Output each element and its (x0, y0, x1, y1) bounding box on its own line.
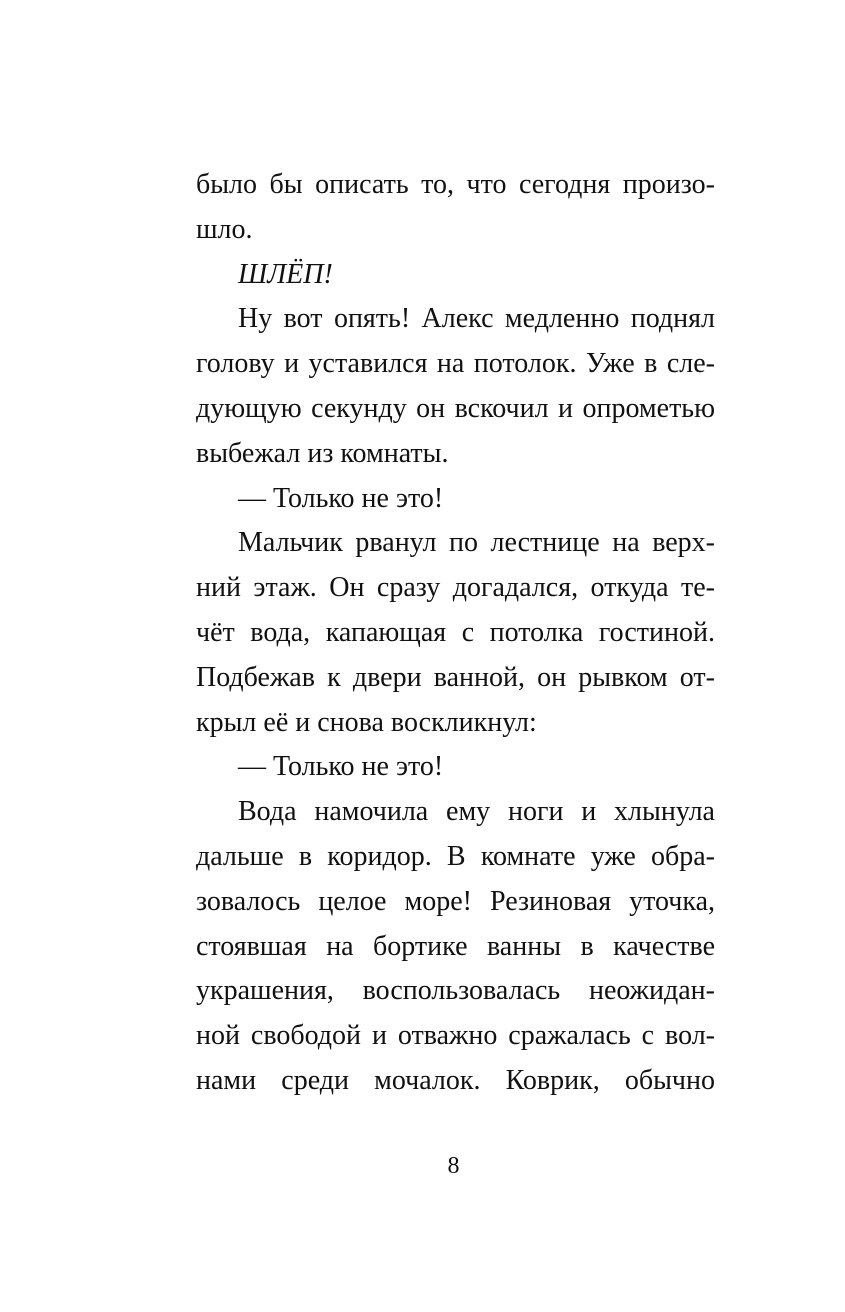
text-line: дующую секунду он вскочил и опрометью (196, 392, 715, 424)
text-line: нами среди мочалок. Коврик, обычно (196, 1064, 715, 1096)
text-line: чёт вода, капающая с потолка гостиной. (196, 616, 715, 648)
text-line: Подбежав к двери ванной, он рывком от- (196, 661, 715, 693)
text-line: стоявшая на бортике ванны в качестве (196, 930, 715, 962)
text-line: Ну вот опять! Алекс медленно поднял (238, 303, 715, 335)
body-text (196, 163, 715, 1104)
text-line: голову и уставился на потолок. Уже в сле- (196, 348, 715, 380)
text-line: ний этаж. Он сразу догадался, откуда те- (196, 572, 715, 604)
text-line: ной свободой и отважно сражалась с вол- (196, 1020, 715, 1052)
text-line: Мальчик рванул по лестнице на верх- (238, 527, 715, 559)
text-line: украшения, воспользовалась неожидан- (196, 975, 715, 1007)
text-line: Вода намочила ему ноги и хлынула (238, 796, 715, 828)
text-line: — Только не это! (238, 751, 444, 783)
text-line: выбежал из комнаты. (196, 437, 449, 469)
text-line: было бы описать то, что сегодня произо- (196, 169, 715, 200)
text-line: шло. (196, 213, 253, 245)
page-number: 8 (447, 1153, 460, 1179)
text-line: ШЛЁП! (238, 258, 333, 290)
text-line: крыл её и снова воскликнул: (196, 706, 537, 738)
text-line: зовалось целое море! Резиновая уточка, (196, 885, 715, 917)
text-line: дальше в коридор. В комнате уже обра- (196, 840, 715, 872)
text-line: — Только не это! (238, 482, 444, 514)
